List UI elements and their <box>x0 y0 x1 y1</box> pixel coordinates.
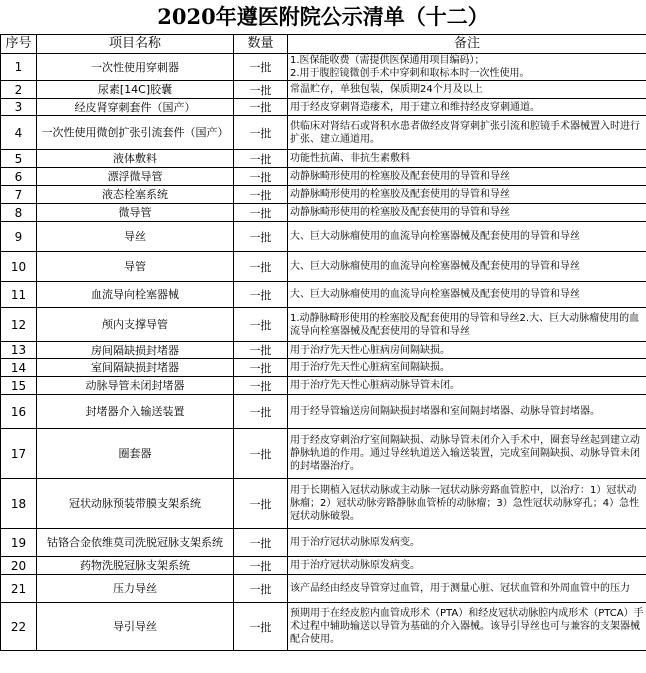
row-number: 1 <box>1 54 37 81</box>
item-name: 冠状动脉预装带膜支架系统 <box>37 479 234 529</box>
row-number: 19 <box>1 529 37 557</box>
row-number: 18 <box>1 479 37 529</box>
table-row <box>1 377 646 395</box>
header-row <box>1 35 646 54</box>
item-quantity: 一批 <box>234 116 288 150</box>
row-number: 3 <box>1 99 37 116</box>
row-number: 9 <box>1 222 37 252</box>
table-row <box>1 395 646 429</box>
item-note: 用于经导管输送房间隔缺损封堵器和室间隔封堵器、动脉导管封堵器。 <box>288 395 646 429</box>
item-name: 液体敷料 <box>37 150 234 168</box>
item-note: 用于经皮穿刺治疗室间隔缺损、动脉导管未闭介入手术中，圈套导丝起到建立动静脉轨道的作用。通过导丝轨道送入输送装置，完成室间隔缺损、动脉导管未闭的封堵器治疗。 <box>288 429 646 479</box>
item-note: 该产品经由经皮导管穿过血管，用于测量心脏、冠状血管和外周血管中的压力 <box>288 575 646 603</box>
table-row <box>1 308 646 342</box>
item-note: 常温贮存，单独包装，保质期24个月及以上 <box>288 81 646 99</box>
item-quantity: 一批 <box>234 54 288 81</box>
table-row <box>1 252 646 282</box>
item-note: 用于治疗冠状动脉原发病变。 <box>288 557 646 575</box>
table-row <box>1 575 646 603</box>
item-name: 压力导丝 <box>37 575 234 603</box>
table-row <box>1 186 646 204</box>
item-quantity: 一批 <box>234 150 288 168</box>
item-note: 大、巨大动脉瘤使用的血流导向栓塞器械及配套使用的导管和导丝 <box>288 252 646 282</box>
item-name: 一次性使用穿刺器 <box>37 54 234 81</box>
item-name: 导引导丝 <box>37 603 234 651</box>
item-name: 血流导向栓塞器械 <box>37 282 234 308</box>
item-note: 预期用于在经皮腔内血管成形术（PTA）和经皮冠状动脉腔内成形术（PTCA）手术过程中辅助输送以导管为基础的介入器械。该导引导丝也可与兼容的支架器械配合使用。 <box>288 603 646 651</box>
table-row <box>1 54 646 81</box>
item-quantity: 一批 <box>234 377 288 395</box>
item-quantity: 一批 <box>234 603 288 651</box>
table-row <box>1 557 646 575</box>
item-note: 用于长期植入冠状动脉或主动脉一冠状动脉旁路血管腔中，以治疗：1）冠状动脉瘤；2）冠状动脉旁路静脉血管桥的动脉瘤；3）急性冠状动脉穿孔；4）急性冠状动脉破裂。 <box>288 479 646 529</box>
item-note: 动静脉畸形使用的栓塞胶及配套使用的导管和导丝 <box>288 204 646 222</box>
item-note: 功能性抗菌、非抗生素敷料 <box>288 150 646 168</box>
row-number: 10 <box>1 252 37 282</box>
table-row <box>1 150 646 168</box>
item-name: 尿素[14C]胶囊 <box>37 81 234 99</box>
row-number: 5 <box>1 150 37 168</box>
item-note: 用于经皮穿刺肾造瘘术，用于建立和维持经皮穿刺通道。 <box>288 99 646 116</box>
item-note: 大、巨大动脉瘤使用的血流导向栓塞器械及配套使用的导管和导丝 <box>288 222 646 252</box>
row-number: 22 <box>1 603 37 651</box>
item-note: 1.医保能收费（需提供医保通用项目编码）； 2.用于腹腔镜微创手术中穿刺和取标本时一次性使用。 <box>288 54 646 81</box>
row-number: 20 <box>1 557 37 575</box>
procurement-table <box>0 34 646 651</box>
table-row <box>1 81 646 99</box>
item-quantity: 一批 <box>234 429 288 479</box>
item-note: 用于治疗先天性心脏病室间隔缺损。 <box>288 359 646 377</box>
item-quantity: 一批 <box>234 359 288 377</box>
item-note: 用于治疗先天性心脏病动脉导管未闭。 <box>288 377 646 395</box>
item-quantity: 一批 <box>234 222 288 252</box>
header-name: 项目名称 <box>37 35 234 54</box>
item-name: 导丝 <box>37 222 234 252</box>
row-number: 21 <box>1 575 37 603</box>
item-name: 颅内支撑导管 <box>37 308 234 342</box>
item-note: 动静脉畸形使用的栓塞胶及配套使用的导管和导丝 <box>288 168 646 186</box>
table-row <box>1 116 646 150</box>
table-row <box>1 168 646 186</box>
item-name: 漂浮微导管 <box>37 168 234 186</box>
table-row <box>1 359 646 377</box>
row-number: 2 <box>1 81 37 99</box>
item-name: 封堵器介入输送装置 <box>37 395 234 429</box>
item-quantity: 一批 <box>234 529 288 557</box>
header-no: 序号 <box>1 35 37 54</box>
item-quantity: 一批 <box>234 99 288 116</box>
item-quantity: 一批 <box>234 186 288 204</box>
table-row <box>1 222 646 252</box>
row-number: 4 <box>1 116 37 150</box>
table-row <box>1 479 646 529</box>
item-name: 导管 <box>37 252 234 282</box>
item-note: 大、巨大动脉瘤使用的血流导向栓塞器械及配套使用的导管和导丝 <box>288 282 646 308</box>
item-name: 药物洗脱冠脉支架系统 <box>37 557 234 575</box>
table-row <box>1 603 646 651</box>
item-quantity: 一批 <box>234 395 288 429</box>
item-quantity: 一批 <box>234 557 288 575</box>
table-row <box>1 99 646 116</box>
item-name: 动脉导管未闭封堵器 <box>37 377 234 395</box>
table-row <box>1 282 646 308</box>
item-name: 室间隔缺损封堵器 <box>37 359 234 377</box>
item-quantity: 一批 <box>234 342 288 359</box>
row-number: 8 <box>1 204 37 222</box>
item-name: 钴铬合金依维莫司洗脱冠脉支架系统 <box>37 529 234 557</box>
item-name: 液态栓塞系统 <box>37 186 234 204</box>
row-number: 17 <box>1 429 37 479</box>
row-number: 16 <box>1 395 37 429</box>
item-note: 用于治疗先天性心脏病房间隔缺损。 <box>288 342 646 359</box>
row-number: 13 <box>1 342 37 359</box>
row-number: 6 <box>1 168 37 186</box>
item-name: 房间隔缺损封堵器 <box>37 342 234 359</box>
item-quantity: 一批 <box>234 81 288 99</box>
header-qty: 数量 <box>234 35 288 54</box>
table-row <box>1 342 646 359</box>
item-quantity: 一批 <box>234 282 288 308</box>
page-title: 2020年遵医附院公示清单（十二） <box>157 4 489 29</box>
item-name: 一次性使用微创扩张引流套件（国产） <box>37 116 234 150</box>
item-quantity: 一批 <box>234 479 288 529</box>
item-name: 圈套器 <box>37 429 234 479</box>
item-note: 动静脉畸形使用的栓塞胶及配套使用的导管和导丝 <box>288 186 646 204</box>
item-name: 微导管 <box>37 204 234 222</box>
item-note: 1.动静脉畸形使用的栓塞胶及配套使用的导管和导丝2.大、巨大动脉瘤使用的血流导向栓塞器械及配套使用的导管和导丝 <box>288 308 646 342</box>
item-note: 供临床对肾结石或肾积水患者做经皮肾穿刺扩张引流和腔镜手术器械置入时进行扩张、建立通道用。 <box>288 116 646 150</box>
item-quantity: 一批 <box>234 168 288 186</box>
item-quantity: 一批 <box>234 575 288 603</box>
item-quantity: 一批 <box>234 308 288 342</box>
header-note: 备注 <box>288 35 646 54</box>
table-row <box>1 529 646 557</box>
row-number: 15 <box>1 377 37 395</box>
row-number: 7 <box>1 186 37 204</box>
item-quantity: 一批 <box>234 252 288 282</box>
row-number: 12 <box>1 308 37 342</box>
row-number: 14 <box>1 359 37 377</box>
table-row <box>1 429 646 479</box>
item-name: 经皮肾穿刺套件（国产） <box>37 99 234 116</box>
item-note: 用于治疗冠状动脉原发病变。 <box>288 529 646 557</box>
item-quantity: 一批 <box>234 204 288 222</box>
row-number: 11 <box>1 282 37 308</box>
table-row <box>1 204 646 222</box>
